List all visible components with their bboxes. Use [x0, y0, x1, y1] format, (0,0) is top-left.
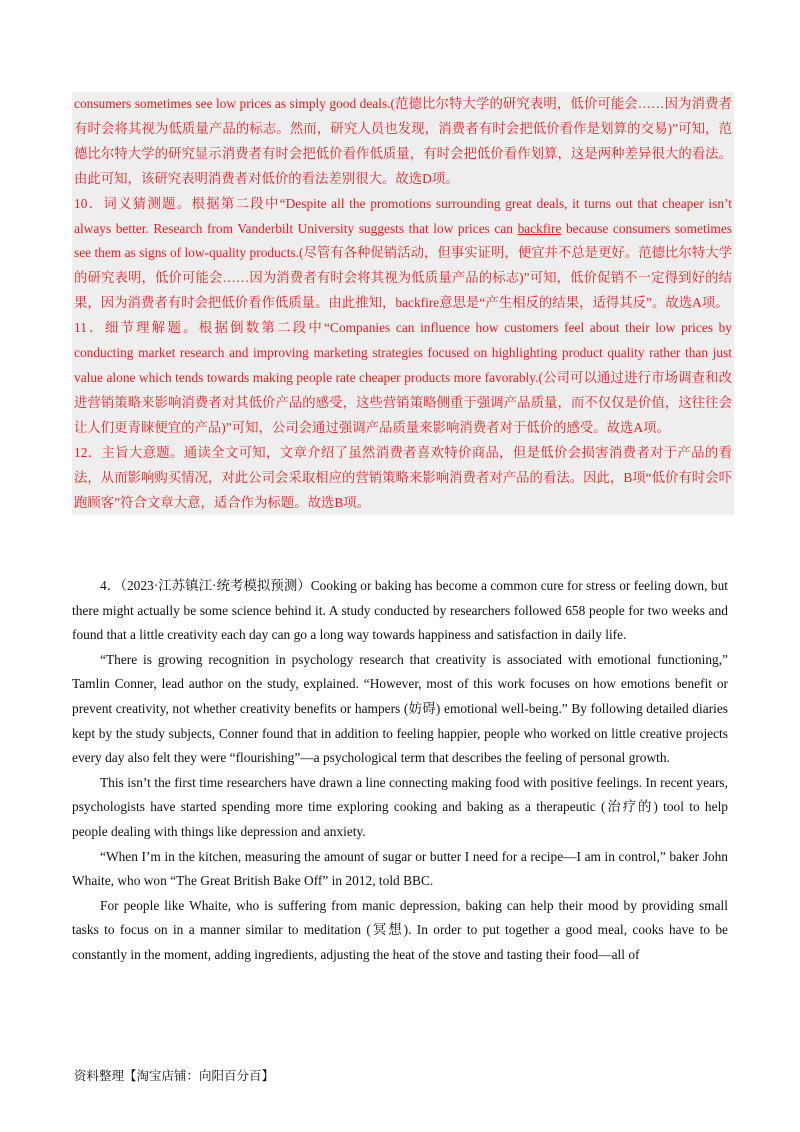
answer-explanations	[72, 92, 734, 515]
answer-12: 12．主旨大意题。通读全文可知，文章介绍了虽然消费者喜欢特价商品，但是低价会损害消费者对于产品的看法，从而影响购买情况，对此公司会采取相应的营销策略来影响消费者对产品的看法。因此，B项“低价有时会吓跑顾客”符合文章大意，适合作为标题。故选B项。	[74, 444, 732, 510]
answer-10-underlined-word: backfire	[517, 220, 562, 236]
reading-passage	[72, 574, 728, 968]
answer-9-continuation: consumers sometimes see low prices as simply good deals.(范德比尔特大学的研究表明，低价可能会……因为消费者有时会将其视为低质量产品的标志。然而，研究人员也发现，消费者有时会把低价看作是划算的交易)”可知，范德比尔特大学的研究显示消费者有时会把低价看作低质量，有时会把低价看作划算，这是两种差异很大的看法。由此可知，该研究表明消费者对低价的看法差别很大。故选D项。	[74, 96, 732, 186]
answer-10-text-before: 10．词义猜测题。根据第二段中“Despite all the promotions surrounding great deals, it turns out that cheaper isn’t always better. Research from Vanderbilt University suggests that low prices can	[74, 195, 732, 236]
answer-10	[74, 192, 732, 317]
passage-paragraph-3: This isn’t the first time researchers have drawn a line connecting making food with positive feelings. In recent years, psychologists have started spending more time exploring cooking and baking as a therapeutic (治疗的) tool to help people dealing with things like depression and anxiety.	[72, 774, 728, 839]
passage-paragraph-4: “When I’m in the kitchen, measuring the amount of sugar or butter I need for a recipe—I am in control,” baker John Whaite, who won “The Great British Bake Off” in 2012, told BBC.	[72, 848, 728, 889]
answer-11: 11．细节理解题。根据倒数第二段中“Companies can influence how customers feel about their low prices by conducting market research and improving marketing strategies focused on highlighting product quality rather than just value alone which tends towards making people rate cheaper products more favorably.(公司可以通过进行市场调查和改进营销策略来影响消费者对其低价产品的感受，这些营销策略侧重于强调产品质量，而不仅仅是价值，这往往会让人们更青睐便宜的产品)”可知，公司会通过强调产品质量来影响消费者对于低价的感受。故选A项。	[74, 320, 732, 435]
passage-paragraph-1: 4．（2023·江苏镇江·统考模拟预测）Cooking or baking has become a common cure for stress or feeling down, but there might actually be some science behind it. A study conducted by researchers followed 658 people for two weeks and found that a little creativity each day can go a long way towards happiness and satisfaction in daily life.	[72, 578, 728, 643]
answer-10-text-after: because consumers sometimes see them as signs of low-quality products.(尽管有各种促销活动，但事实证明，便宜并不总是更好。范德比尔特大学的研究表明，低价可能会……因为消费者有时会将其视为低质量产品的标志)”可知，低价促销不一定得到好的结果，因为消费者有时会把低价看作低质量。由此推知，backfire意思是“产生相反的结果，适得其反”。故选A项。	[74, 220, 732, 311]
passage-paragraph-5: For people like Whaite, who is suffering from manic depression, baking can help their mood by providing small tasks to focus on in a manner similar to meditation (冥想). In order to put together a good meal, cooks have to be constantly in the moment, adding ingredients, adjusting the heat of the stove and tasting their food—all of	[72, 897, 728, 962]
passage-paragraph-2: “There is growing recognition in psychology research that creativity is associated with emotional functioning,” Tamlin Conner, lead author on the study, explained. “However, most of this work focuses on how emotions benefit or prevent creativity, not whether creativity benefits or hampers (妨碍) emotional well-being.” By following detailed diaries kept by the study subjects, Conner found that in addition to feeling happier, people who worked on little creative projects every day also felt they were “flourishing”—a psychological term that describes the feeling of personal growth.	[72, 651, 728, 766]
page-footer: 资料整理【淘宝店铺：向阳百分百】	[74, 1068, 275, 1083]
